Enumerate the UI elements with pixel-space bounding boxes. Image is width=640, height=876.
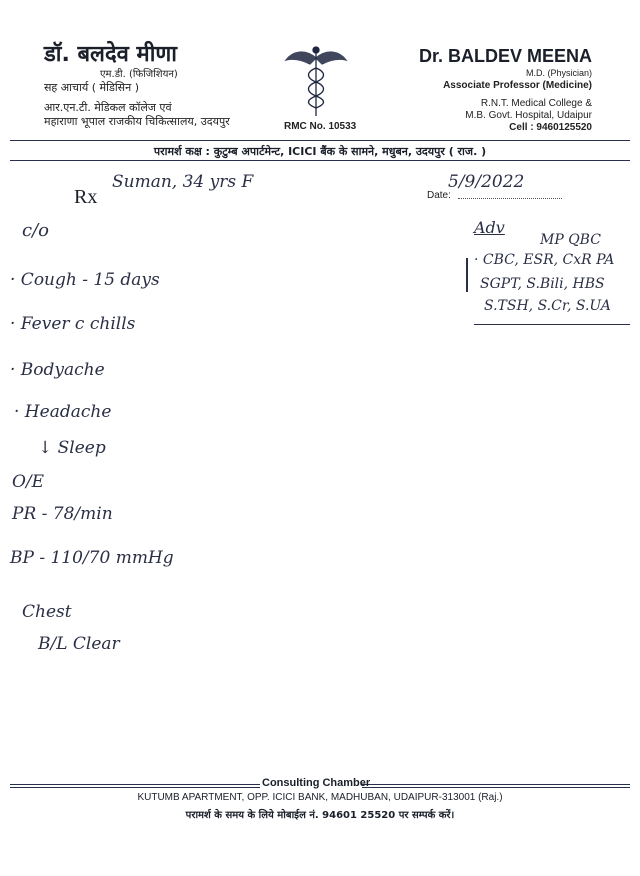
divider-top xyxy=(10,140,630,141)
rx-symbol: Rx xyxy=(74,186,98,208)
patient-details: Suman, 34 yrs F xyxy=(112,172,254,192)
clinical-note: · Cough - 15 days xyxy=(10,270,160,290)
clinical-note: PR - 78/min xyxy=(12,504,113,524)
rmc-number: RMC No. 10533 xyxy=(284,121,357,132)
advice-item: · CBC, ESR, CxR PA xyxy=(474,252,615,268)
date-label: Date: xyxy=(427,190,451,201)
advice-item: S.TSH, S.Cr, S.UA xyxy=(484,298,611,314)
advice-underline xyxy=(474,324,630,325)
date-value: 5/9/2022 xyxy=(448,172,525,192)
advice-item: MP QBC xyxy=(540,232,601,248)
advice-item: SGPT, S.Bili, HBS xyxy=(480,276,605,292)
degree-hindi: एम.डी. (फिजिशियन) xyxy=(100,69,178,80)
footer-rule-right xyxy=(362,784,630,788)
footer-phone-note: परामर्श के समय के लिये मोबाईल नं. 94601 25520 पर सम्पर्क करें। xyxy=(185,810,455,821)
college: R.N.T. Medical College & xyxy=(480,98,592,109)
doctor-name-hindi: डॉ. बलदेव मीणा xyxy=(44,42,177,67)
clinical-note: · Headache xyxy=(14,402,112,422)
college-hindi: आर.एन.टी. मेडिकल कॉलेज एवं xyxy=(44,101,172,114)
clinical-note: · Fever c chills xyxy=(10,314,136,334)
designation-hindi: सह आचार्य ( मेडिसिन ) xyxy=(44,81,140,94)
divider-bottom xyxy=(10,160,630,161)
clinical-note: B/L Clear xyxy=(38,634,120,654)
advice-label: Adv xyxy=(474,218,505,237)
clinical-note: BP - 110/70 mmHg xyxy=(10,548,174,568)
advice-bracket xyxy=(466,258,468,292)
hospital: M.B. Govt. Hospital, Udaipur xyxy=(465,110,592,121)
degree: M.D. (Physician) xyxy=(525,68,592,78)
address-bar: परामर्श कक्ष : कुटुम्ब अपार्टमेन्ट, ICICI बैंक के सामने, मधुबन, उदयपुर ( राज. ) xyxy=(153,145,487,158)
clinical-note: ↓ Sleep xyxy=(38,438,106,458)
cell-number: Cell : 9460125520 xyxy=(509,122,592,133)
date-dotted-line xyxy=(458,198,562,199)
clinical-note: Chest xyxy=(22,602,72,622)
hospital-hindi: महाराणा भूपाल राजकीय चिकित्सालय, उदयपुर xyxy=(44,115,230,128)
footer-address: KUTUMB APARTMENT, OPP. ICICI BANK, MADHUBAN, UDAIPUR-313001 (Raj.) xyxy=(137,792,503,803)
clinical-note: O/E xyxy=(12,472,45,492)
clinical-note: c/o xyxy=(22,220,49,241)
footer-title: Consulting Chamber xyxy=(262,777,371,789)
caduceus-logo-icon xyxy=(284,44,348,118)
designation: Associate Professor (Medicine) xyxy=(443,80,592,91)
footer-rule-left xyxy=(10,784,260,788)
clinical-note: · Bodyache xyxy=(10,360,105,380)
doctor-name: Dr. BALDEV MEENA xyxy=(418,46,592,66)
